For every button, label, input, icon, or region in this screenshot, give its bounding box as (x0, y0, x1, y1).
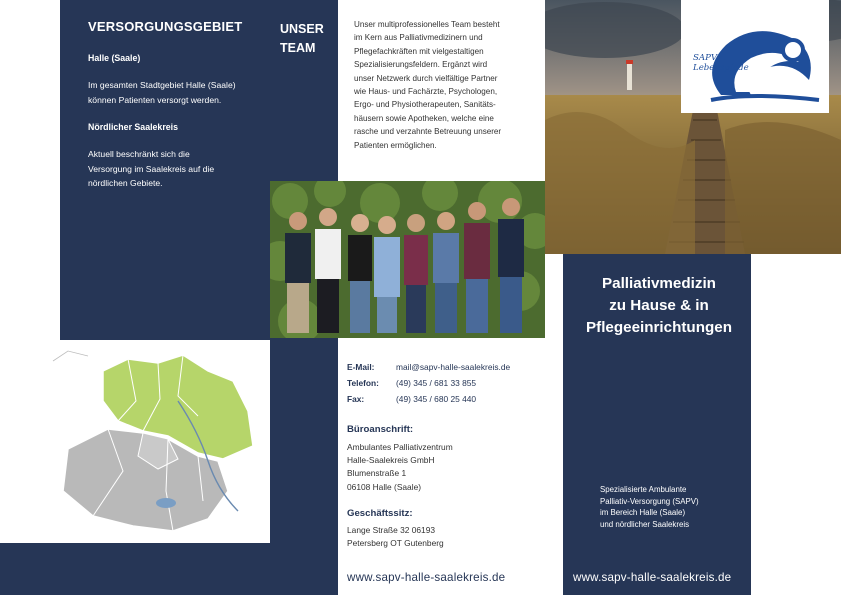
team-heading: UNSER TEAM (280, 22, 324, 55)
team-photo (270, 181, 545, 338)
halle-heading: Halle (Saale) (88, 53, 141, 63)
office-heading: Büroanschrift: (347, 424, 414, 435)
phone-label: Telefon: (347, 378, 379, 388)
north-description: Aktuell beschränkt sich die Versorgung im Saalekreis auf die nördlichen Gebiete. (88, 149, 215, 189)
halle-description: Im gesamten Stadtgebiet Halle (Saale) können Patienten versorgt werden. (88, 80, 236, 105)
team-description: Unser multiprofessionelles Team besteht im Kern aus Palliativmedizinern und Pflegefachkräften mit vielgestaltigen Spezialisierungsfeldern. Ergänzt wird unser Netzwerk durch vielfältige Partner wie Haus- und Fachärzte, Psychologen, Ergo- und Physiotherapeuten, Sanitäts- häusern sowie Apotheken, welche eine rasche und verzahnte Betreuung unserer Patienten ermöglichen. (354, 20, 502, 150)
cover-title: Palliativmedizin zu Hause & in Pflegeeinrichtungen (586, 275, 732, 336)
email-value[interactable]: mail@sapv-halle-saalekreis.de (396, 362, 511, 372)
email-label: E-Mail: (347, 362, 375, 372)
service-area-map (48, 341, 268, 543)
service-area-heading: VERSORGUNGSGEBIET (88, 19, 243, 34)
office-address: Ambulantes Palliativzentrum Halle-Saalekreis GmbH Blumenstraße 1 06108 Halle (Saale) (347, 442, 453, 492)
website-link[interactable]: www.sapv-halle-saalekreis.de (347, 571, 506, 584)
panel-bottom-band (0, 543, 338, 595)
logo-box (681, 0, 829, 113)
sapv-description: Spezialisierte Ambulante Palliativ-Versorgung (SAPV) im Bereich Halle (Saale) und nördlicher Saalekreis (600, 485, 699, 529)
north-heading: Nördlicher Saalekreis (88, 122, 178, 132)
seat-address: Lange Straße 32 06193 Petersberg OT Gutenberg (347, 525, 444, 549)
seat-heading: Geschäftssitz: (347, 508, 413, 519)
cover-website-link[interactable]: www.sapv-halle-saalekreis.de (573, 571, 732, 584)
fax-label: Fax: (347, 394, 365, 404)
logo-text: SAPV Lebenspfade (693, 53, 749, 73)
fax-value: (49) 345 / 680 25 440 (396, 394, 477, 404)
phone-value[interactable]: (49) 345 / 681 33 855 (396, 378, 477, 388)
